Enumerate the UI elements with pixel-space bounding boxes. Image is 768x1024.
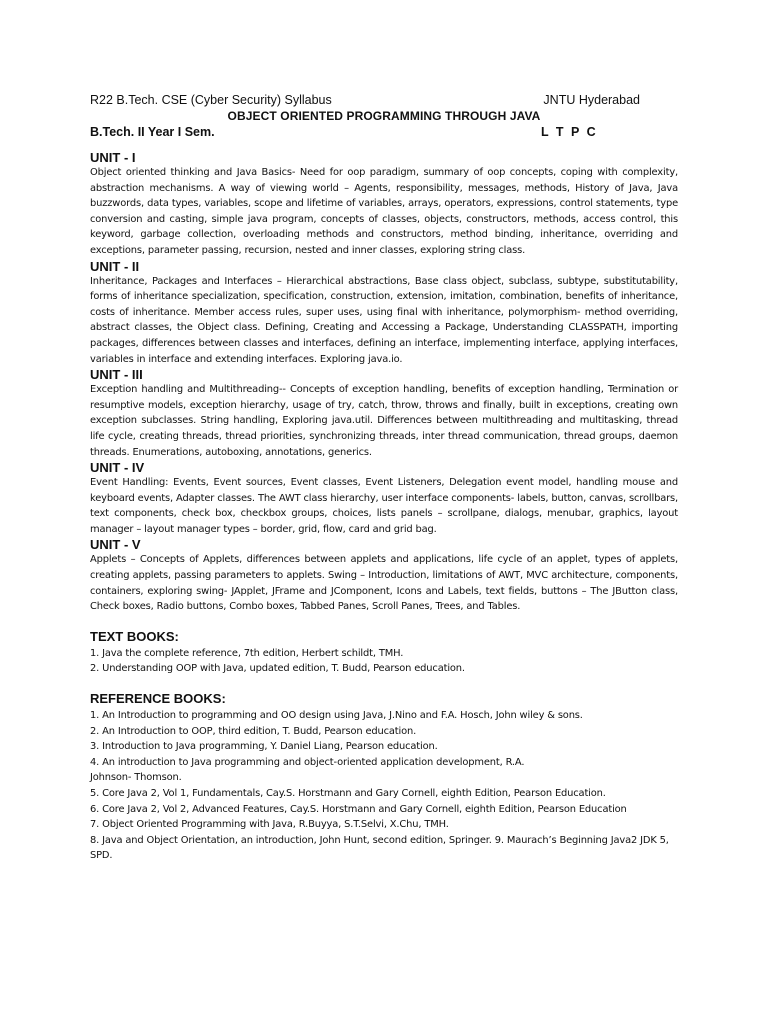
- unit-3-heading: UNIT - III: [90, 367, 143, 383]
- unit-2-text: Inheritance, Packages and Interfaces – Hierarchical abstractions, Base class object, subclass, subtype, substitutability, forms of inheritance specialization, specification, construction, extension, imitation, combination, benefits of inheritance, costs of inheritance. Member access rules, super uses, using final with inheritance, polymorphism- method overriding, abstract classes, the Object class. Defining, Creating and Accessing a Package, Understanding CLASSPATH, importing packages, differences between classes and interfaces, defining an interface, implementing interface, applying interfaces, variables in interface and extending interfaces. Exploring java.io.: [90, 275, 678, 365]
- unit-1-heading: UNIT - I: [90, 150, 136, 165]
- reference-book-item: Johnson- Thomson.: [90, 772, 182, 784]
- reference-book-item: 6. Core Java 2, Vol 2, Advanced Features, Cay.S. Horstmann and Gary Cornell, eighth Edition, Pearson Education: [90, 803, 627, 815]
- university-name: JNTU Hyderabad: [543, 93, 640, 107]
- reference-book-item: 7. Object Oriented Programming with Java, R.Buyya, S.T.Selvi, X.Chu, TMH.: [90, 819, 449, 831]
- text-book-item: 2. Understanding OOP with Java, updated edition, T. Budd, Pearson education.: [90, 663, 465, 675]
- unit-2-heading: UNIT - II: [90, 258, 140, 274]
- syllabus-page: [90, 92, 678, 864]
- text-book-item: 1. Java the complete reference, 7th edition, Herbert schildt, TMH.: [90, 647, 404, 659]
- unit-3-text: Exception handling and Multithreading-- Concepts of exception handling, benefits of exception handling, Termination or resumptive models, exception hierarchy, usage of try, catch, throw, throws and finally, built in exceptions, creating own exception subclasses. String handling, Exploring java.util. Differences between multithreading and multitasking, thread life cycle, creating threads, thread priorities, synchronizing threads, inter thread communication, thread groups, daemon threads. Enumerations, autoboxing, annotations, generics.: [90, 384, 678, 458]
- ltpc-label: L T P C: [541, 125, 598, 139]
- reference-book-item: 2. An Introduction to OOP, third edition, T. Budd, Pearson education.: [90, 725, 417, 737]
- syllabus-header: R22 B.Tech. CSE (Cyber Security) Syllabus: [90, 93, 332, 107]
- unit-5-text: Applets – Concepts of Applets, differences between applets and applications, life cycle of an applet, types of applets, creating applets, passing parameters to applets. Swing – Introduction, limitations of AWT, MVC architecture, components, containers, exploring swing- JApplet, JFrame and JComponent, Icons and Labels, text fields, buttons – The JButton class, Check boxes, Radio buttons, Combo boxes, Tabbed Panes, Scroll Panes, Trees, and Tables.: [90, 554, 678, 613]
- year-semester: B.Tech. II Year I Sem.: [90, 125, 215, 139]
- reference-book-item: 3. Introduction to Java programming, Y. Daniel Liang, Pearson education.: [90, 741, 438, 753]
- course-title: OBJECT ORIENTED PROGRAMMING THROUGH JAVA: [227, 109, 541, 123]
- reference-book-item: 5. Core Java 2, Vol 1, Fundamentals, Cay.S. Horstmann and Gary Cornell, eighth Edition, Pearson Education.: [90, 788, 606, 799]
- unit-4-text: Event Handling: Events, Event sources, Event classes, Event Listeners, Delegation event model, handling mouse and keyboard events, Adapter classes. The AWT class hierarchy, user interface components- labels, button, canvas, scrollbars, text components, check box, checkbox groups, choices, lists panels – scrollpane, dialogs, menubar, graphics, layout manager – layout manager types – border, grid, flow, card and grid bag.: [90, 477, 678, 535]
- reference-book-item: 8. Java and Object Orientation, an introduction, John Hunt, second edition, Springer. 9. Maurach’s Beginning Java2 JDK 5, SPD.: [90, 834, 669, 862]
- reference-book-item: 4. An introduction to Java programming and object-oriented application development, R.A.: [90, 756, 525, 768]
- unit-5-heading: UNIT - V: [90, 537, 141, 553]
- unit-4-heading: UNIT - IV: [90, 460, 145, 476]
- reference-books-heading: REFERENCE BOOKS:: [90, 691, 226, 707]
- unit-1-text: Object oriented thinking and Java Basics- Need for oop paradigm, summary of oop concepts, coping with complexity, abstraction mechanisms. A way of viewing world – Agents, responsibility, messages, methods, History of Java, Java buzzwords, data types, variables, scope and lifetime of variables, arrays, operators, expressions, control statements, type conversion and casting, simple java program, concepts of classes, objects, constructors, methods, access control, this keyword, garbage collection, overloading methods and constructors, method binding, inheritance, overriding and exceptions, parameter passing, recursion, nested and inner classes, exploring string class.: [90, 167, 678, 256]
- reference-book-item: 1. An Introduction to programming and OO design using Java, J.Nino and F.A. Hosch, John wiley & sons.: [90, 710, 583, 722]
- year-row: [90, 124, 678, 140]
- header-row: [90, 92, 678, 108]
- text-books-heading: TEXT BOOKS:: [90, 628, 179, 644]
